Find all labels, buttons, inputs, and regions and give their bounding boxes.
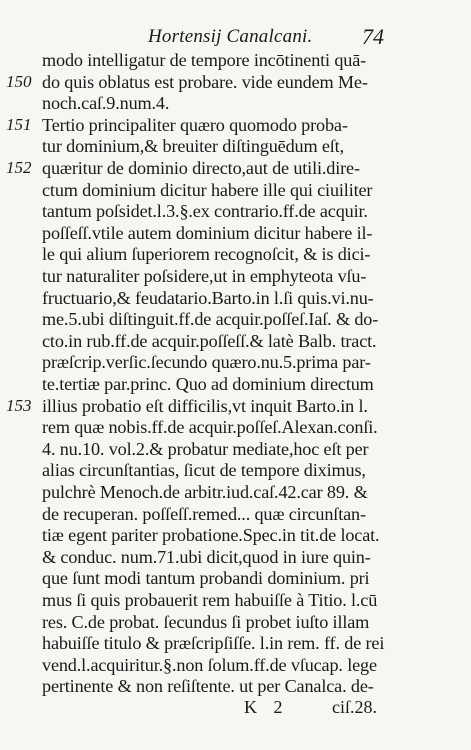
text-line bbox=[0, 524, 471, 546]
line-text: 4. nu.10. vol.2.& probatur mediate,hoc eſt per bbox=[42, 438, 369, 459]
text-line bbox=[0, 589, 471, 611]
line-text: fructuario,& feudatario.Barto.in l.ſi quis.vi.nu- bbox=[42, 287, 374, 308]
line-text: Tertio principaliter quæro quomodo proba- bbox=[42, 114, 348, 135]
line-text: præſcrip.verſic.ſecundo quæro.nu.5.prima par- bbox=[42, 352, 371, 373]
running-head: Hortensij Canalcani. bbox=[148, 26, 313, 47]
text-line bbox=[0, 546, 471, 568]
page-number: 74 bbox=[362, 24, 384, 49]
page-footer bbox=[0, 697, 471, 721]
line-text: modo intelligatur de tempore incōtinenti quā- bbox=[42, 50, 367, 70]
page-header bbox=[0, 26, 471, 50]
text-line bbox=[0, 179, 471, 201]
marginal-number: 152 bbox=[6, 158, 32, 177]
line-text: que ſunt modi tantum probandi dominium. pri bbox=[42, 568, 370, 589]
marginal-number: 150 bbox=[6, 71, 32, 91]
text-line bbox=[0, 243, 471, 265]
line-text: tantum poſsidet.l.3.§.ex contrario.ff.de acquir. bbox=[42, 201, 368, 222]
line-text: ctum dominium dicitur habere ille qui ciuiliter bbox=[42, 179, 373, 200]
text-line bbox=[0, 395, 471, 417]
line-text: habuiſſe titulo & præſcripſiſſe. l.in rem. ff. de rei bbox=[42, 633, 385, 654]
text-line bbox=[0, 200, 471, 222]
text-line bbox=[0, 265, 471, 287]
text-line bbox=[0, 675, 471, 697]
line-text: tiæ egent pariter probatione.Spec.in tit.de locat. bbox=[42, 525, 380, 546]
marginal-number: 153 bbox=[6, 395, 32, 415]
text-line bbox=[0, 459, 471, 481]
text-line bbox=[0, 330, 471, 352]
text-line bbox=[0, 503, 471, 525]
text-line bbox=[0, 92, 471, 114]
line-text: le qui alium ſuperiorem recognoſcit, & is dici- bbox=[42, 244, 371, 265]
line-text: do quis oblatus est probare. vide eundem Me- bbox=[42, 71, 368, 92]
line-text: rem quæ nobis.ff.de acquir.poſſeſ.Alexan.conſi. bbox=[42, 417, 378, 438]
text-line bbox=[0, 481, 471, 503]
marginal-number: 151 bbox=[6, 114, 32, 134]
text-line bbox=[0, 135, 471, 157]
line-text: & conduc. num.71.ubi dicit,quod in iure quin- bbox=[42, 546, 371, 567]
line-text: cto.in rub.ff.de acquir.poſſeſſ.& latè Balb. tract. bbox=[42, 330, 377, 351]
line-text: de recuperan. poſſeſſ.remed... quæ circunſtan- bbox=[42, 503, 366, 524]
line-text: pertinente & non reſiſtente. ut per Canalca. de- bbox=[42, 676, 374, 697]
line-text: pulchrè Menoch.de arbitr.iud.caſ.42.car 89. & bbox=[42, 482, 368, 502]
text-line bbox=[0, 351, 471, 373]
text-line bbox=[0, 114, 471, 136]
line-text: mus ſi quis probauerit rem habuiſſe à Titio. l.cū bbox=[42, 590, 378, 610]
line-text: me.5.ubi diſtinguit.ff.de acquir.poſſeſ.Iaſ. & do- bbox=[42, 309, 379, 330]
text-line bbox=[0, 567, 471, 589]
catchword: ciſ.28. bbox=[332, 697, 377, 717]
text-line bbox=[0, 611, 471, 633]
text-line bbox=[0, 632, 471, 654]
text-line bbox=[0, 654, 471, 676]
text-line bbox=[0, 308, 471, 330]
line-text: vend.l.acquiritur.§.non ſolum.ff.de vſucap. lege bbox=[42, 654, 377, 675]
text-line bbox=[0, 157, 471, 179]
text-line bbox=[0, 287, 471, 309]
line-text: alias circunſtantias, ſicut de tempore diximus, bbox=[42, 460, 366, 481]
line-text: te.tertiæ par.princ. Quo ad dominium directum bbox=[42, 374, 374, 394]
text-line bbox=[0, 71, 471, 93]
line-text: illius probatio eſt difficilis,vt inquit Barto.in l. bbox=[42, 395, 368, 416]
signature-mark: K 2 bbox=[244, 697, 289, 717]
text-line bbox=[0, 373, 471, 395]
line-text: tur naturaliter poſsidere,ut in emphyteota vſu- bbox=[42, 266, 367, 286]
text-line bbox=[0, 438, 471, 460]
text-line bbox=[0, 49, 471, 71]
line-text: noch.caſ.9.num.4. bbox=[42, 93, 170, 114]
text-line bbox=[0, 416, 471, 438]
text-line bbox=[0, 222, 471, 244]
line-text: poſſeſſ.vtile autem dominium dicitur habere il- bbox=[42, 222, 373, 243]
line-text: quæritur de dominio directo,aut de utili.dire- bbox=[42, 158, 360, 178]
line-text: res. C.de probat. ſecundus ſi probet iuſto illam bbox=[42, 611, 370, 632]
line-text: tur dominium,& breuiter diſtinguēdum eſt, bbox=[42, 136, 344, 157]
